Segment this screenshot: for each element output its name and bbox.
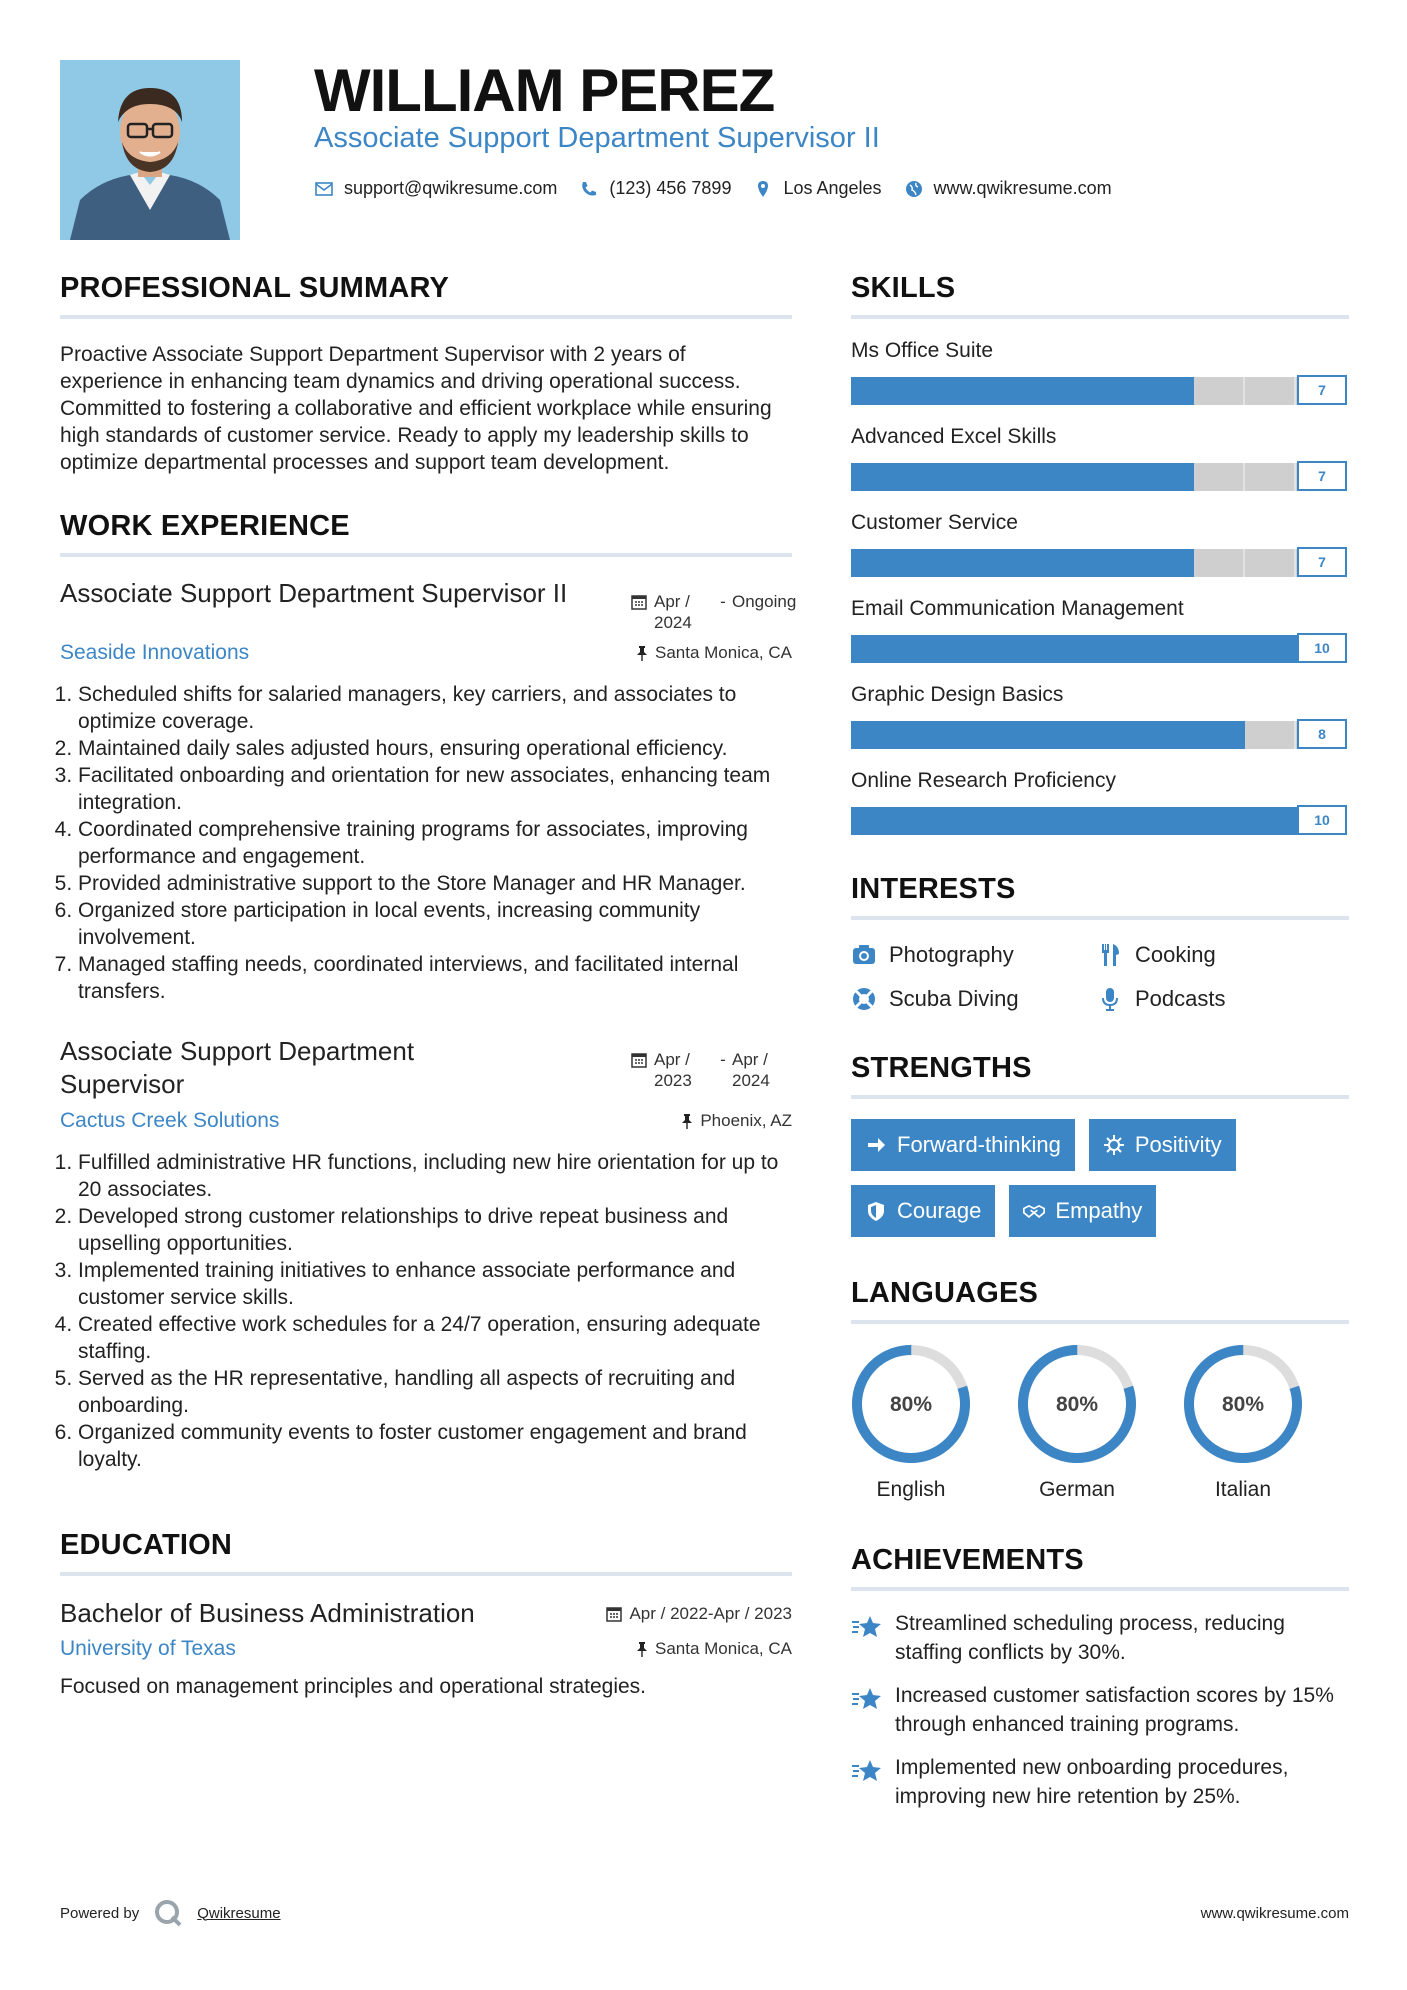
strengths-list — [851, 1119, 1349, 1237]
job-duties — [60, 1149, 792, 1473]
skill-bar-segment — [949, 549, 998, 577]
pushpin-icon — [635, 1641, 649, 1657]
job-dates — [630, 1049, 792, 1091]
list-item: 4. Coordinated comprehensive training programs for associates, improving performance and engagement. — [78, 816, 792, 870]
date-separator: - — [720, 592, 726, 611]
skill-bar-segment — [1248, 807, 1298, 835]
skill-bar-segment — [1099, 807, 1149, 835]
summary-heading: PROFESSIONAL SUMMARY — [60, 272, 792, 319]
list-item: 7. Managed staffing needs, coordinated interviews, and facilitated internal transfers. — [78, 951, 792, 1005]
job-end-date: Ongoing — [732, 592, 797, 611]
languages-heading: LANGUAGES — [851, 1277, 1349, 1324]
skill-level-bar — [851, 377, 1347, 407]
skill-bar-segment — [1245, 721, 1296, 749]
shield-icon — [865, 1200, 887, 1222]
skill-bar-segment — [851, 721, 900, 749]
globe-icon — [904, 179, 924, 199]
skill-level-badge: 10 — [1297, 805, 1347, 835]
education-school: University of Texas — [60, 1637, 236, 1660]
language-item — [1017, 1344, 1137, 1502]
skill-bar-segment — [851, 807, 901, 835]
achievement-item — [851, 1681, 1349, 1739]
skill-bar-segment — [1146, 721, 1195, 749]
language-item — [1183, 1344, 1303, 1502]
education-heading: EDUCATION — [60, 1529, 792, 1576]
skill-bar-segment — [949, 463, 998, 491]
skill-item — [851, 769, 1349, 837]
interest-item — [851, 986, 1097, 1012]
shooting-star-icon — [851, 1757, 883, 1785]
utensils-icon — [1097, 942, 1123, 968]
skill-level-badge: 7 — [1297, 375, 1347, 405]
list-item: 6. Organized community events to foster customer engagement and brand loyalty. — [78, 1419, 792, 1473]
skill-bar-segment — [1000, 635, 1050, 663]
strength-label: Empathy — [1055, 1198, 1143, 1223]
skill-bar-segment — [900, 463, 949, 491]
language-item — [851, 1344, 971, 1502]
achievement-text: Implemented new onboarding procedures, improving new hire retention by 25%. — [895, 1756, 1289, 1808]
map-pin-icon — [753, 179, 773, 199]
language-percent: 80% — [889, 1393, 933, 1416]
skill-name: Graphic Design Basics — [851, 683, 1064, 706]
job-location — [635, 643, 792, 663]
footer — [60, 1898, 1349, 1928]
language-percent: 80% — [1055, 1393, 1099, 1416]
contact-phone[interactable]: (123) 456 7899 — [609, 178, 732, 198]
language-name: Italian — [1214, 1478, 1272, 1501]
shooting-star-icon — [851, 1685, 883, 1713]
skill-item — [851, 683, 1349, 751]
skill-level-bar — [851, 721, 1347, 751]
interest-item — [851, 942, 1097, 968]
skill-bar-segment — [950, 807, 1000, 835]
job-dates — [630, 591, 797, 633]
skill-bar-segment — [1097, 721, 1146, 749]
list-item: 1. Scheduled shifts for salaried managers, key carriers, and associates to optimize coverage. — [78, 681, 792, 735]
skill-item — [851, 511, 1349, 579]
skill-bar-segment — [900, 377, 949, 405]
language-name: English — [876, 1478, 946, 1501]
job-duties — [60, 681, 792, 1005]
pushpin-icon — [635, 645, 649, 661]
camera-icon — [851, 942, 877, 968]
list-item: 5. Served as the HR representative, handling all aspects of recruiting and onboarding. — [78, 1365, 792, 1419]
skill-level-badge: 10 — [1297, 633, 1347, 663]
skill-level-bar — [851, 463, 1347, 493]
interest-item — [1097, 986, 1343, 1012]
achievements-list — [851, 1609, 1349, 1811]
skill-bar-segment — [1099, 635, 1149, 663]
interest-item — [1097, 942, 1343, 968]
achievement-item — [851, 1753, 1349, 1811]
skill-bar-segment — [1096, 549, 1145, 577]
skill-bar-segment — [1047, 377, 1096, 405]
contact-website[interactable]: www.qwikresume.com — [933, 178, 1112, 198]
skill-bar-segment — [999, 721, 1048, 749]
skill-name: Ms Office Suite — [851, 339, 993, 362]
achievement-item — [851, 1609, 1349, 1667]
skills-list — [851, 339, 1349, 837]
skill-level-badge: 7 — [1297, 547, 1347, 577]
list-item: 1. Fulfilled administrative HR functions, including new hire orientation for up to 20 associates. — [78, 1149, 792, 1203]
strength-chip — [851, 1119, 1075, 1171]
phone-icon — [579, 179, 599, 199]
job-location-text: Santa Monica, CA — [654, 643, 792, 662]
language-ring — [1017, 1344, 1137, 1464]
skill-bar-segment — [851, 377, 900, 405]
list-item: 5. Provided administrative support to the Store Manager and HR Manager. — [78, 870, 792, 897]
achievements-heading: ACHIEVEMENTS — [851, 1544, 1349, 1591]
skill-bar-segment — [900, 549, 949, 577]
strength-label: Courage — [897, 1198, 982, 1223]
sun-icon — [1103, 1134, 1125, 1156]
skill-bar-segment — [1245, 463, 1296, 491]
skill-bar-segment — [1195, 721, 1244, 749]
job-entry — [60, 1035, 792, 1473]
skill-bar-segment — [949, 721, 998, 749]
list-item: 2. Maintained daily sales adjusted hours, ensuring operational efficiency. — [78, 735, 792, 762]
interest-label: Scuba Diving — [889, 986, 1019, 1011]
calendar-icon — [605, 1605, 623, 1623]
list-item: 3. Facilitated onboarding and orientation for new associates, enhancing team integration. — [78, 762, 792, 816]
skill-level-bar — [851, 635, 1347, 665]
education-description: Focused on management principles and operational strategies. — [60, 1675, 647, 1698]
right-column — [851, 272, 1349, 1825]
skill-bar-segment — [1194, 549, 1245, 577]
skill-bar-segment — [1149, 807, 1199, 835]
strength-label: Forward-thinking — [897, 1132, 1061, 1157]
skill-bar-segment — [1248, 635, 1298, 663]
skill-level-bar — [851, 807, 1347, 837]
skill-bar-segment — [1198, 807, 1248, 835]
skill-bar-segment — [1145, 549, 1194, 577]
skill-bar-segment — [1145, 377, 1194, 405]
skill-bar-segment — [851, 463, 900, 491]
footer-website[interactable]: www.qwikresume.com — [1200, 1904, 1349, 1922]
skill-bar-segment — [1245, 549, 1296, 577]
skill-item — [851, 597, 1349, 665]
languages-list — [851, 1344, 1349, 1502]
skill-name: Email Communication Management — [851, 597, 1184, 620]
skill-bar-segment — [1047, 549, 1096, 577]
skill-bar-segment — [1194, 377, 1245, 405]
language-ring — [851, 1344, 971, 1464]
calendar-icon — [630, 1051, 648, 1069]
strength-label: Positivity — [1134, 1132, 1222, 1157]
calendar-icon — [630, 593, 648, 611]
skill-bar-segment — [1047, 463, 1096, 491]
education-degree: Bachelor of Business Administration — [60, 1598, 475, 1628]
skill-bar-segment — [1245, 377, 1296, 405]
profile-photo — [60, 60, 240, 240]
summary-text: Proactive Associate Support Department Supervisor with 2 years of experience in enhancing team dynamics and driving operational success. Committed to fostering a collaborative and efficient workplace while ensuring high standards of customer service. Ready to apply my leadership skills to optimize departmental processes and support team development. — [60, 343, 772, 474]
skill-bar-segment — [851, 635, 901, 663]
skill-bar-segment — [1049, 807, 1099, 835]
job-entry — [60, 577, 797, 1005]
pushpin-icon — [680, 1113, 694, 1129]
job-company: Seaside Innovations — [60, 641, 250, 664]
job-location-text: Phoenix, AZ — [700, 1111, 792, 1130]
achievement-text: Increased customer satisfaction scores by 15% through enhanced training programs. — [895, 1684, 1334, 1736]
list-item: 3. Implemented training initiatives to enhance associate performance and customer service skills. — [78, 1257, 792, 1311]
skill-bar-segment — [901, 635, 951, 663]
education-location — [635, 1639, 792, 1659]
job-start-date: Apr / 2023 — [654, 1050, 692, 1090]
skill-bar-segment — [900, 721, 949, 749]
strengths-heading: STRENGTHS — [851, 1052, 1349, 1099]
brand-link[interactable]: Qwikresume — [197, 1904, 281, 1922]
education-dates — [605, 1604, 792, 1624]
interest-label: Cooking — [1135, 942, 1216, 967]
interest-label: Podcasts — [1135, 986, 1226, 1011]
job-location — [680, 1111, 792, 1131]
skill-bar-segment — [1149, 635, 1199, 663]
life-ring-icon — [851, 986, 877, 1012]
skill-item — [851, 425, 1349, 493]
skills-heading: SKILLS — [851, 272, 1349, 319]
experience-heading: WORK EXPERIENCE — [60, 510, 792, 557]
contact-email[interactable]: support@qwikresume.com — [344, 178, 558, 198]
envelope-icon — [314, 179, 334, 199]
skill-bar-segment — [1145, 463, 1194, 491]
list-item: 4. Created effective work schedules for a 24/7 operation, ensuring adequate staffing. — [78, 1311, 792, 1365]
skill-level-badge: 8 — [1297, 719, 1347, 749]
job-title: Associate Support Department Supervisor — [60, 1036, 415, 1099]
date-separator: - — [720, 1050, 726, 1069]
skill-bar-segment — [1000, 807, 1050, 835]
skill-bar-segment — [1096, 377, 1145, 405]
skill-name: Advanced Excel Skills — [851, 425, 1057, 448]
arrow-right-icon — [865, 1134, 887, 1156]
skill-bar-segment — [950, 635, 1000, 663]
left-column — [60, 272, 797, 1699]
language-ring — [1183, 1344, 1303, 1464]
skill-bar-segment — [1048, 721, 1097, 749]
skill-bar-segment — [1096, 463, 1145, 491]
strength-chip — [1089, 1119, 1236, 1171]
skill-level-bar — [851, 549, 1347, 579]
skill-name: Customer Service — [851, 511, 1018, 534]
job-end-date: Apr / 2024 — [732, 1050, 770, 1090]
qwikresume-logo-icon — [153, 1898, 183, 1928]
achievement-text: Streamlined scheduling process, reducing staffing conflicts by 30%. — [895, 1612, 1285, 1664]
skill-bar-segment — [1049, 635, 1099, 663]
interests-heading: INTERESTS — [851, 873, 1349, 920]
skill-bar-segment — [1194, 463, 1245, 491]
skill-item — [851, 339, 1349, 407]
skill-bar-segment — [998, 549, 1047, 577]
shooting-star-icon — [851, 1613, 883, 1641]
contact-location: Los Angeles — [783, 178, 882, 198]
skill-bar-segment — [1198, 635, 1248, 663]
strength-chip — [851, 1185, 995, 1237]
strength-chip — [1009, 1185, 1156, 1237]
handshake-icon — [1023, 1200, 1045, 1222]
skill-name: Online Research Proficiency — [851, 769, 1116, 792]
contact-row — [314, 178, 1124, 199]
language-percent: 80% — [1221, 1393, 1265, 1416]
interest-label: Photography — [889, 942, 1014, 967]
skill-bar-segment — [851, 549, 900, 577]
microphone-icon — [1097, 986, 1123, 1012]
list-item: 2. Developed strong customer relationships to drive repeat business and upselling opportunities. — [78, 1203, 792, 1257]
skill-bar-segment — [998, 377, 1047, 405]
job-start-date: Apr / 2024 — [654, 592, 692, 632]
list-item: 6. Organized store participation in local events, increasing community involvement. — [78, 897, 792, 951]
skill-level-badge: 7 — [1297, 461, 1347, 491]
skill-bar-segment — [998, 463, 1047, 491]
job-title: Associate Support Department Supervisor II — [60, 578, 568, 608]
language-name: German — [1039, 1478, 1115, 1501]
powered-by-label: Powered by — [60, 1904, 140, 1922]
skill-bar-segment — [901, 807, 951, 835]
candidate-title: Associate Support Department Supervisor II — [314, 122, 880, 154]
candidate-name: WILLIAM PEREZ — [314, 57, 775, 124]
interests-list — [851, 942, 1349, 1012]
skill-bar-segment — [949, 377, 998, 405]
education-dates-text: Apr / 2022-Apr / 2023 — [629, 1603, 792, 1623]
education-location-text: Santa Monica, CA — [654, 1639, 792, 1658]
job-company: Cactus Creek Solutions — [60, 1109, 280, 1132]
